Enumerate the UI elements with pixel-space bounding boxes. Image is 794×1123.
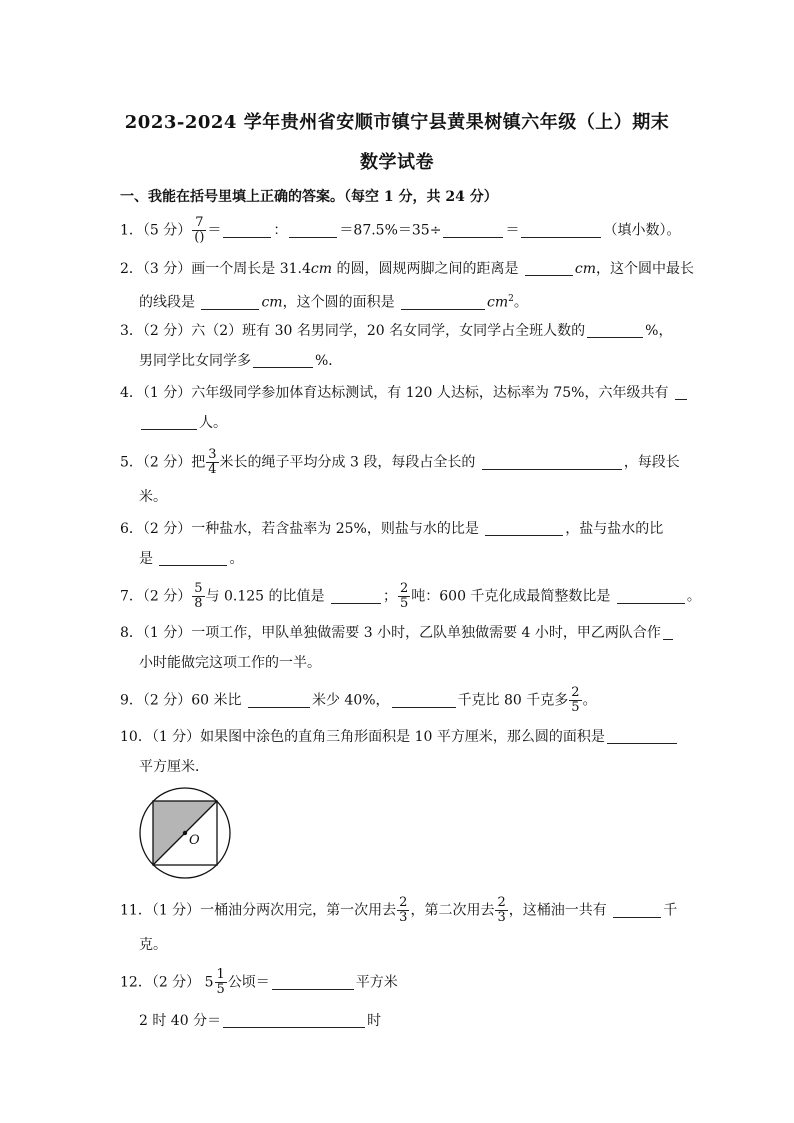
question-10: [120, 726, 674, 748]
answer-blank[interactable]: [401, 293, 485, 310]
q7-fraction-1: [192, 582, 204, 611]
q6-text: 是: [139, 551, 158, 567]
q9-fraction: [569, 686, 581, 715]
question-4-cont: [139, 412, 674, 434]
answer-blank[interactable]: [141, 413, 197, 430]
q7-text: 7．（2 分）: [120, 588, 192, 605]
answer-blank[interactable]: [587, 321, 643, 338]
q9-text: 。: [582, 692, 597, 709]
question-2: [120, 258, 695, 280]
question-10-cont: [139, 756, 674, 778]
fraction-numerator: 2: [399, 895, 408, 910]
q12-text: 公顷＝: [227, 974, 270, 991]
q11-text: ，第二次用去: [410, 902, 495, 919]
answer-blank[interactable]: [159, 549, 227, 566]
q7-text: 吨：600 千克化成最简整数比是: [411, 588, 615, 605]
question-11: [120, 895, 678, 925]
answer-blank[interactable]: [223, 221, 271, 238]
q12-text: 12．（2 分） 5: [120, 974, 214, 991]
answer-blank[interactable]: [525, 259, 573, 276]
question-6-cont: [139, 548, 674, 570]
question-12-cont: [139, 1010, 674, 1032]
center-label: O: [189, 833, 200, 848]
fraction-denominator: 5: [216, 982, 225, 997]
answer-blank[interactable]: [485, 519, 563, 536]
answer-blank[interactable]: [663, 623, 673, 640]
q11-text: 克。: [139, 937, 167, 953]
question-3-cont: [139, 350, 674, 372]
q7-text: 与 0.125 的比值是: [205, 588, 329, 605]
q9-text: 千克比 80 千克多: [457, 692, 569, 709]
question-8: [120, 622, 674, 644]
q5-text: 米长的绳子平均分成 3 段，每段占全长的: [219, 454, 480, 471]
q3-text: 男同学比女同学多: [139, 353, 251, 369]
answer-blank[interactable]: [272, 973, 354, 990]
q9-text: 9．（2 分）60 米比: [120, 692, 246, 709]
q10-text: 10．（1 分）如果图中涂色的直角三角形面积是 10 平方厘米，那么圆的面积是: [120, 729, 605, 745]
answer-blank[interactable]: [392, 691, 456, 708]
question-11-cont: [139, 934, 674, 956]
fraction-numerator: 2: [571, 685, 580, 700]
q3-text: %．: [315, 353, 343, 369]
q6-text: ，盐与盐水的比: [565, 521, 664, 537]
answer-blank[interactable]: [253, 351, 313, 368]
fraction-numerator: 2: [497, 895, 506, 910]
q1-fraction: [192, 216, 206, 245]
q12-fraction: [215, 968, 227, 997]
question-7: [120, 581, 701, 611]
circle-square-figure: [137, 787, 233, 879]
center-point: [183, 831, 187, 835]
q1-text: ：: [273, 222, 288, 239]
q6-text: 6．（2 分）一种盐水，若含盐率为 25%，则盐与水的比是: [120, 521, 484, 537]
q2-text: 2．（3 分）画一个周长是 31.4: [120, 261, 311, 277]
answer-blank[interactable]: [201, 293, 259, 310]
fraction-denominator: 3: [399, 910, 408, 925]
answer-blank[interactable]: [521, 221, 601, 238]
q4-text: 人。: [199, 415, 227, 431]
q2-text: 的线段是: [139, 294, 200, 311]
fraction-denominator: (): [194, 230, 205, 245]
question-6: [120, 518, 674, 540]
answer-blank[interactable]: [443, 221, 503, 238]
q11-text: 11．（1 分）一桶油分两次用完，第一次用去: [120, 902, 397, 919]
q4-text: 4．（1 分）六年级同学参加体育达标测试，有 120 人达标，达标率为 75%，六年级共有: [120, 385, 673, 401]
answer-blank[interactable]: [248, 691, 310, 708]
q11-text: 千: [663, 902, 678, 919]
q5-fraction: [206, 448, 218, 477]
q6-text: 。: [229, 551, 244, 567]
q7-text: 。: [686, 588, 701, 605]
answer-blank[interactable]: [223, 1011, 365, 1028]
answer-blank[interactable]: [607, 727, 677, 744]
fraction-numerator: 2: [399, 581, 409, 596]
q12-text: 2 时 40 分＝: [139, 1013, 222, 1029]
q2-text: ，这个圆的面积是: [282, 294, 400, 311]
answer-blank[interactable]: [289, 221, 337, 238]
question-2-cont: [139, 288, 674, 314]
q5-text: 5．（2 分）把: [120, 454, 206, 471]
fraction-numerator: 1: [216, 967, 225, 982]
question-3: [120, 320, 674, 342]
fraction-denominator: 8: [194, 596, 203, 611]
q11-text: ，这桶油一共有: [508, 902, 612, 919]
unit-cm: cm: [310, 261, 333, 277]
q12-text: 时: [367, 1013, 382, 1029]
fraction-numerator: 7: [195, 215, 204, 230]
q1-text: ＝: [505, 222, 520, 239]
q11-fraction-1: [397, 896, 409, 925]
unit-cm2: cm: [487, 294, 509, 311]
q10-text: 平方厘米．: [139, 759, 209, 775]
question-1: [120, 215, 681, 245]
q8-text: 小时能做完这项工作的一半。: [139, 655, 321, 671]
answer-blank[interactable]: [675, 383, 687, 400]
question-4: [120, 382, 674, 404]
section-heading: 一、我能在括号里填上正确的答案。（每空 1 分，共 24 分）: [120, 189, 498, 205]
answer-blank[interactable]: [331, 587, 381, 604]
q1-text: （填小数）。: [603, 222, 681, 239]
question-5: [120, 447, 680, 477]
answer-blank[interactable]: [617, 587, 685, 604]
q11-fraction-2: [495, 896, 507, 925]
q3-text: %，: [645, 323, 673, 339]
fraction-denominator: 3: [497, 910, 506, 925]
question-12: [120, 968, 674, 997]
question-5-cont: [139, 486, 674, 508]
q12-text: 平方米: [355, 974, 398, 991]
q2-text: 。: [513, 294, 528, 311]
q7-text: ；: [382, 588, 397, 605]
superscript-2: 2: [508, 294, 514, 304]
fraction-denominator: 5: [399, 596, 409, 611]
q5-text: ，每段长: [623, 454, 680, 471]
answer-blank[interactable]: [613, 901, 661, 918]
q9-text: 米少 40%，: [311, 692, 390, 709]
q7-fraction-2: [398, 582, 410, 611]
fraction-denominator: 4: [208, 462, 217, 477]
unit-cm: cm: [261, 294, 283, 311]
q5-text: 米。: [139, 489, 167, 505]
answer-blank[interactable]: [482, 453, 622, 470]
q8-text: 8．（1 分）一项工作，甲队单独做需要 3 小时，乙队单独做需要 4 小时，甲乙两队合作: [120, 625, 661, 641]
fraction-numerator: 3: [208, 447, 217, 462]
exam-title-line2: 数学试卷: [360, 152, 434, 173]
q2-text: ，这个圆中最长: [596, 261, 695, 277]
question-9: [120, 686, 674, 715]
q3-text: 3．（2 分）六（2）班有 30 名男同学，20 名女同学，女同学占全班人数的: [120, 323, 586, 339]
q1-text: ＝87.5%＝35÷: [339, 222, 442, 239]
question-8-cont: [139, 652, 674, 674]
unit-cm: cm: [574, 261, 597, 277]
q1-prefix: 1．（5 分）: [120, 222, 192, 239]
exam-title-line1: 2023-2024 学年贵州省安顺市镇宁县黄果树镇六年级（上）期末: [124, 112, 670, 133]
q1-text: ＝: [207, 222, 222, 239]
q2-text: 的圆，圆规两脚之间的距离是: [332, 261, 523, 277]
fraction-denominator: 5: [571, 700, 580, 715]
fraction-numerator: 5: [194, 581, 203, 596]
